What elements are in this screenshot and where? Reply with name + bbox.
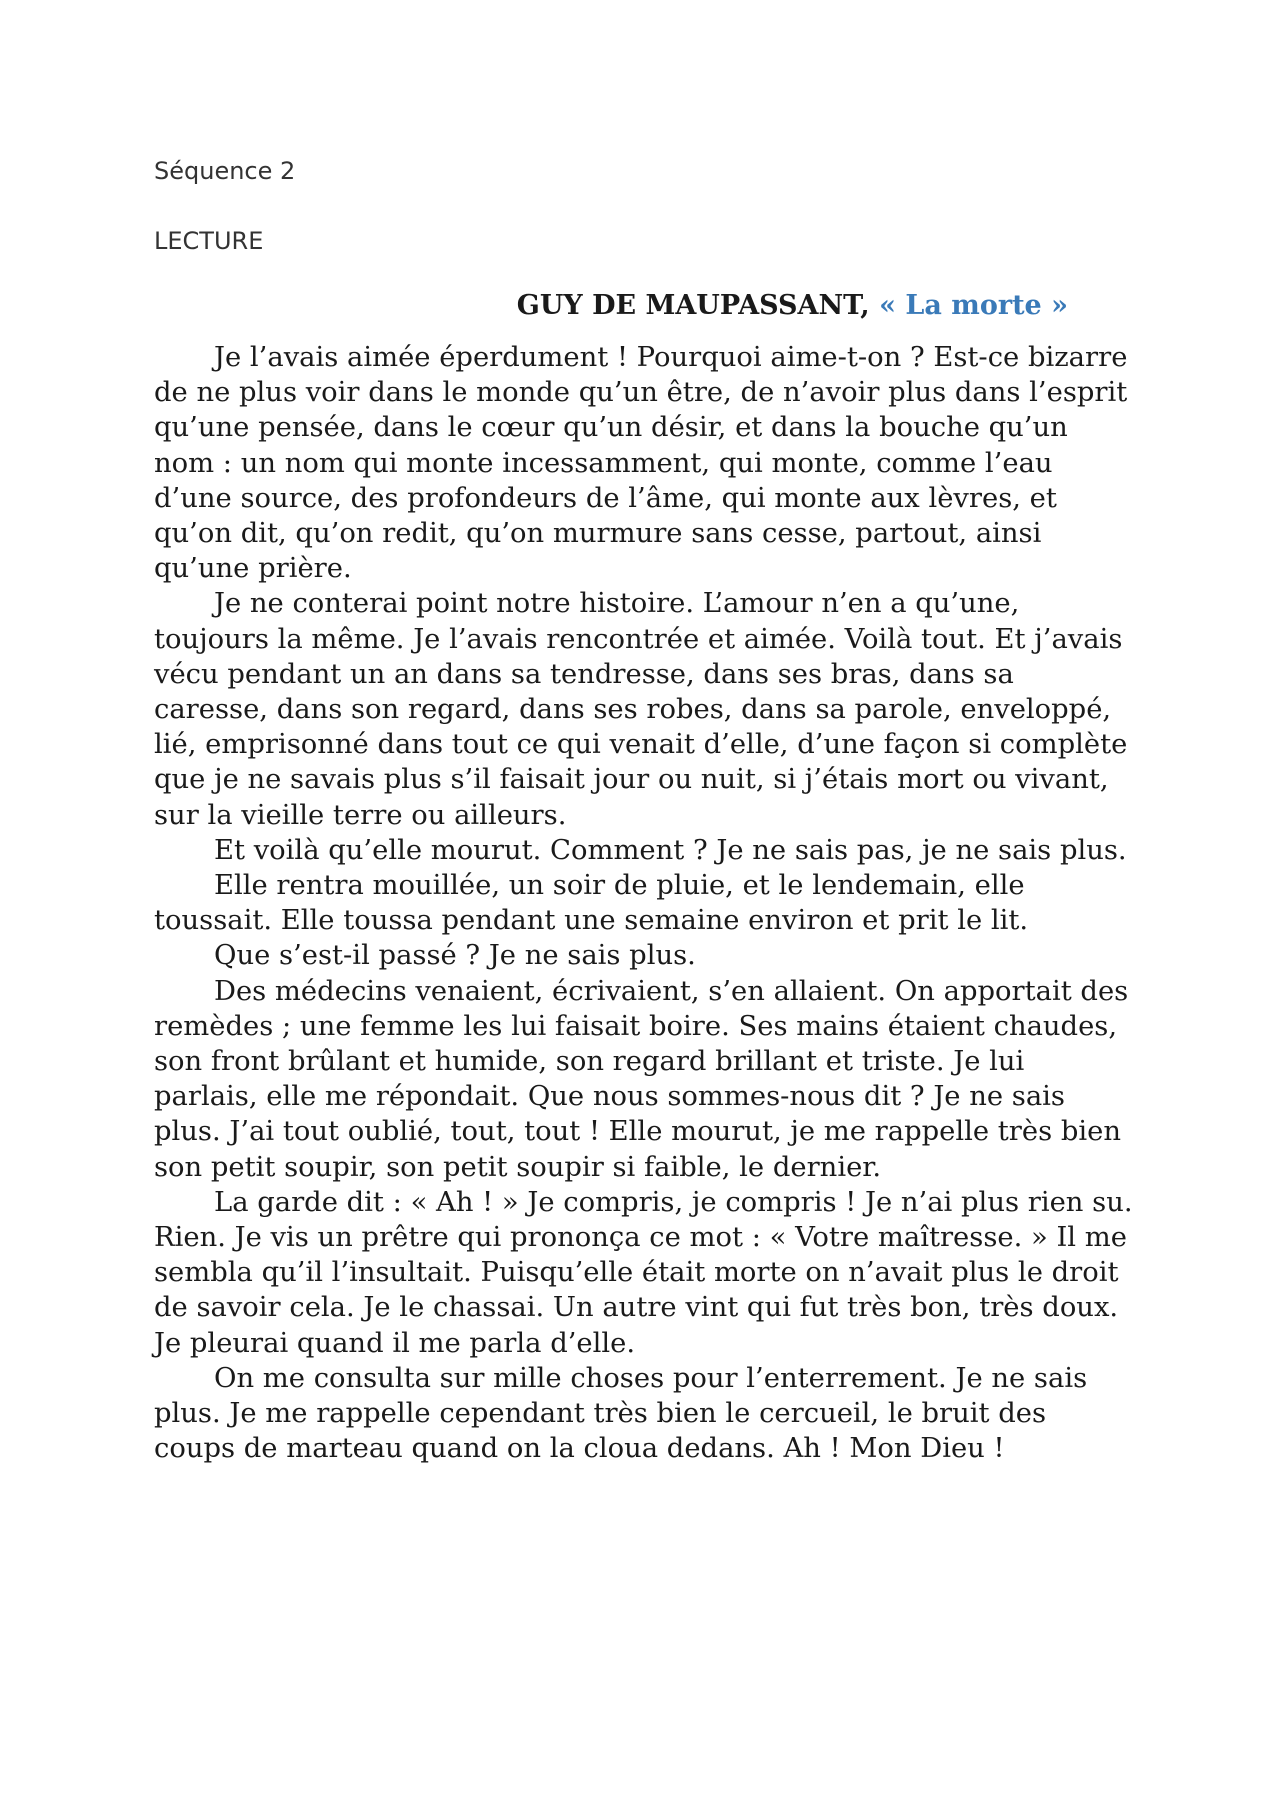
section-label: LECTURE bbox=[154, 227, 264, 255]
paragraph: On me consulta sur mille choses pour l’enterrement. Je ne sais plus. Je me rappelle cependant très bien le cercueil, le bruit des coups de marteau quand on la cloua dedans. Ah ! Mon Dieu ! bbox=[154, 1362, 1088, 1465]
work-title: « La morte » bbox=[879, 290, 1068, 321]
page-title bbox=[154, 288, 1134, 324]
author-name: GUY DE MAUPASSANT, bbox=[516, 290, 870, 321]
paragraph: Que s’est-il passé ? Je ne sais plus. bbox=[214, 940, 696, 972]
sequence-label: Séquence 2 bbox=[154, 157, 296, 185]
paragraph: Et voilà qu’elle mourut. Comment ? Je ne sais pas, je ne sais plus. bbox=[214, 834, 1127, 866]
paragraph: Elle rentra mouillée, un soir de pluie, et le lendemain, elle toussait. Elle toussa pendant une semaine environ et prit le lit. bbox=[154, 870, 1029, 937]
paragraph: La garde dit : « Ah ! » Je compris, je compris ! Je n’ai plus rien su. Rien. Je vis un prêtre qui prononça ce mot : « Votre maîtresse. » Il me sembla qu’il l’insultait. Puisqu’elle était morte on n’avait plus le droit de savoir cela. Je le chassai. Un autre vint qui fut très bon, très doux. Je pleurai quand il me parla d’elle. bbox=[154, 1186, 1133, 1359]
paragraph: Des médecins venaient, écrivaient, s’en allaient. On apportait des remèdes ; une femme les lui faisait boire. Ses mains étaient chaudes, son front brûlant et humide, son regard brillant et triste. Je lui parlais, elle me répondait. Que nous sommes-nous dit ? Je ne sais plus. J’ai tout oublié, tout, tout ! Elle mourut, je me rappelle très bien son petit soupir, son petit soupir si faible, le dernier. bbox=[154, 975, 1129, 1183]
body-text bbox=[154, 340, 1134, 1467]
document-page bbox=[154, 154, 1134, 1467]
paragraph: Je ne conterai point notre histoire. L’amour n’en a qu’une, toujours la même. Je l’avais rencontrée et aimée. Voilà tout. Et j’avais vécu pendant un an dans sa tendresse, dans ses bras, dans sa caresse, dans son regard, dans ses robes, dans sa parole, enveloppé, lié, emprisonné dans tout ce qui venait d’elle, d’une façon si complète que je ne savais plus s’il faisait jour ou nuit, si j’étais mort ou vivant, sur la vieille terre ou ailleurs. bbox=[154, 588, 1128, 831]
paragraph: Je l’avais aimée éperdument ! Pourquoi aime-t-on ? Est-ce bizarre de ne plus voir dans le monde qu’un être, de n’avoir plus dans l’esprit qu’une pensée, dans le cœur qu’un désir, et dans la bouche qu’un nom : un nom qui monte incessamment, qui monte, comme l’eau d’une source, des profondeurs de l’âme, qui monte aux lèvres, et qu’on dit, qu’on redit, qu’on murmure sans cesse, partout, ainsi qu’une prière. bbox=[154, 342, 1128, 585]
